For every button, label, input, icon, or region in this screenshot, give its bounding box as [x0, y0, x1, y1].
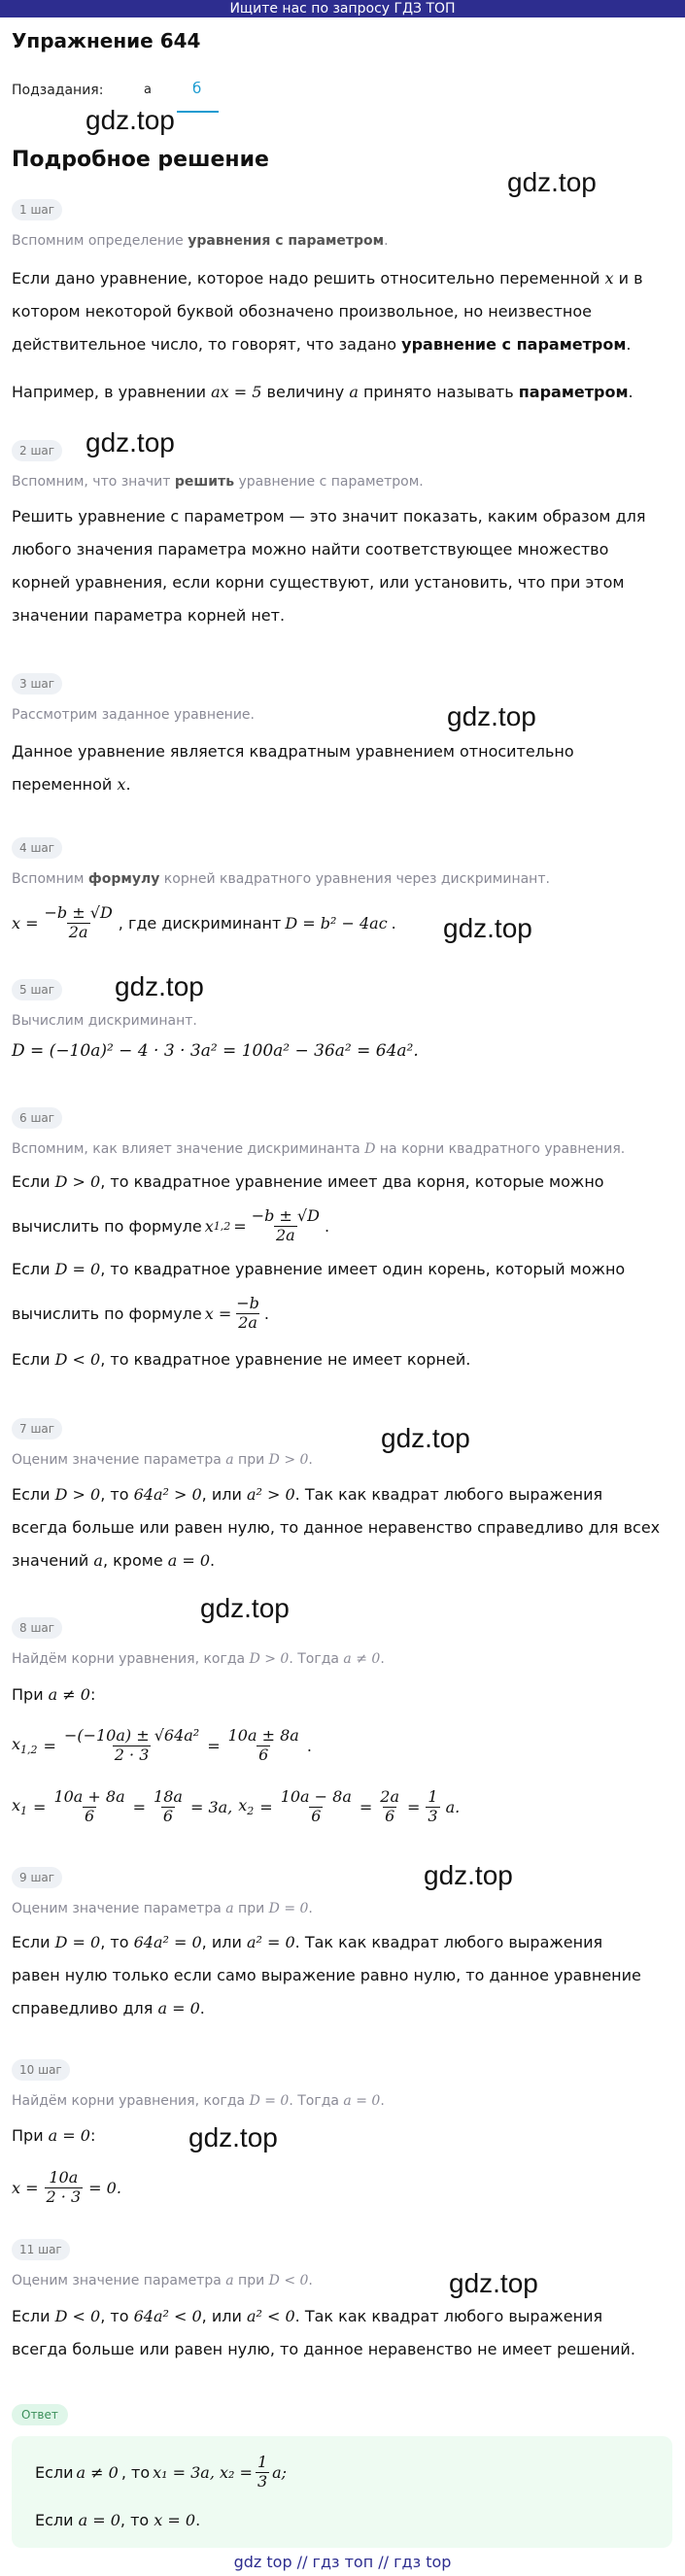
- step-hint: Оценим значение параметра a при D = 0.: [12, 1901, 313, 1916]
- page-title: Упражнение 644: [12, 29, 201, 52]
- root-formula: x = $\frac{10a}{2 \cdot 3}$ = 0.: [12, 2168, 121, 2206]
- watermark: gdz.top: [115, 971, 204, 1001]
- step-badge: 2 шаг: [12, 440, 62, 461]
- subtasks-label: Подзадания:: [12, 83, 104, 98]
- active-tab-underline: [177, 111, 219, 113]
- step-badge: 6 шаг: [12, 1107, 62, 1129]
- roots-values: $x_1$ = $\frac{10a + 8a}{6}$ = $\frac{18a}{6}$ = 3a, $x_2$ = $\frac{10a - 8a}{6}$ = $\frac{2a}{6}$ = $\frac{1}{3}$ a.: [12, 1787, 461, 1825]
- watermark: gdz.top: [381, 1423, 470, 1453]
- footer-links[interactable]: gdz top // гдз топ // гдз top: [233, 2553, 452, 2571]
- discriminant-formula: x = $\frac{-b \pm √D}{2a}$ , где дискриминант D = b² − 4ac .: [12, 903, 396, 941]
- step-hint: Найдём корни уравнения, когда D > 0. Тогда a ≠ 0.: [12, 1651, 385, 1667]
- step-text: При a ≠ 0:: [12, 1685, 96, 1704]
- discriminant-calc: D = (−10a)² − 4 · 3 · 3a² = 100a² − 36a² = 64a².: [12, 1041, 419, 1061]
- section-title: Подробное решение: [12, 148, 269, 172]
- watermark: gdz.top: [449, 2268, 538, 2298]
- answer-badge: Ответ: [12, 2404, 68, 2425]
- step-badge: 11 шаг: [12, 2239, 70, 2260]
- step-badge: 5 шаг: [12, 979, 62, 1000]
- step-text: При a = 0:: [12, 2126, 96, 2145]
- step-text: Если D > 0, то 64a² > 0, или a² > 0. Так как квадрат любого выражения всегда больше или равен нулю, то данное неравенство справедливо для всех значений a, кроме a = 0.: [12, 1485, 661, 1570]
- step-text: Например, в уравнении ax = 5 величину a принято называть параметром.: [12, 383, 634, 401]
- subtask-tab-b[interactable]: б: [192, 80, 202, 97]
- watermark: gdz.top: [424, 1860, 513, 1890]
- step-badge: 4 шаг: [12, 837, 62, 859]
- step-hint: Найдём корни уравнения, когда D = 0. Тогда a = 0.: [12, 2093, 385, 2109]
- top-banner[interactable]: Ищите нас по запросу ГДЗ ТОП: [0, 0, 685, 17]
- watermark: gdz.top: [443, 913, 532, 943]
- answer-line-2: Если a = 0, то x = 0.: [35, 2511, 201, 2529]
- roots-formula: $x_{1,2}$ = $\frac{\text{−(−10a) ± √64a²}}{2 \cdot 3}$ = $\frac{10a \pm 8a}{6}$ .: [12, 1726, 312, 1764]
- watermark: gdz.top: [86, 427, 175, 458]
- step-hint: Оценим значение параметра a при D < 0.: [12, 2273, 313, 2288]
- step-hint: Вычислим дискриминант.: [12, 1013, 197, 1029]
- step-hint: Оценим значение параметра a при D > 0.: [12, 1452, 313, 1468]
- step-badge: 9 шаг: [12, 1867, 62, 1888]
- step-text: Решить уравнение с параметром — это значит показать, каким образом для любого значения параметра можно найти соответствующее множество корней уравнения, если корни существуют, или установить, что при этом значении параметра корней нет.: [12, 507, 646, 625]
- step-hint: Вспомним определение уравнения с параметром.: [12, 233, 389, 249]
- step-text: Если дано уравнение, которое надо решить относительно переменной x и в котором некоторой буквой обозначено произвольное, но неизвестное действительное число, то говорят, что задано уравнение с параметром.: [12, 269, 643, 354]
- watermark: gdz.top: [188, 2122, 278, 2152]
- watermark: gdz.top: [86, 105, 175, 135]
- step-badge: 3 шаг: [12, 673, 62, 695]
- step-hint: Рассмотрим заданное уравнение.: [12, 707, 255, 723]
- subtask-tab-a[interactable]: а: [144, 83, 152, 97]
- watermark: gdz.top: [507, 167, 597, 197]
- step-hint: Вспомним, что значит решить уравнение с параметром.: [12, 474, 424, 490]
- step-badge: 7 шаг: [12, 1418, 62, 1440]
- answer-box: [12, 2436, 672, 2548]
- step-badge: 10 шаг: [12, 2059, 70, 2081]
- step-hint: Вспомним, как влияет значение дискриминанта D на корни квадратного уравнения.: [12, 1141, 626, 1157]
- step-text: Данное уравнение является квадратным уравнением относительно переменной x.: [12, 742, 574, 794]
- answer-line-1: Если a ≠ 0 , то x₁ = 3a, x₂ = $\frac{1}{3}$ a;: [35, 2453, 288, 2491]
- step-text: Если D = 0, то 64a² = 0, или a² = 0. Так как квадрат любого выражения равен нулю только если само выражение равно нулю, то данное уравнение справедливо для a = 0.: [12, 1933, 641, 2017]
- watermark: gdz.top: [200, 1593, 290, 1623]
- step-text: Если D > 0, то квадратное уравнение имеет два корня, которые можно вычислить по формуле x 1,2 = $\frac{-b \pm √D}{2a}$ . Если D = 0, то квадратное уравнение имеет один корень, который можно вычислить по формуле x = $\frac{-b}{2a}$ . Если D < 0, то квадратное уравнение не имеет корней.: [12, 1172, 626, 1369]
- watermark: gdz.top: [447, 701, 536, 731]
- step-text: Если D < 0, то 64a² < 0, или a² < 0. Так как квадрат любого выражения всегда больше или равен нулю, то данное неравенство не имеет решений.: [12, 2307, 635, 2358]
- step-hint: Вспомним формулу корней квадратного уравнения через дискриминант.: [12, 871, 550, 887]
- step-badge: 8 шаг: [12, 1617, 62, 1639]
- step-badge: 1 шаг: [12, 199, 62, 220]
